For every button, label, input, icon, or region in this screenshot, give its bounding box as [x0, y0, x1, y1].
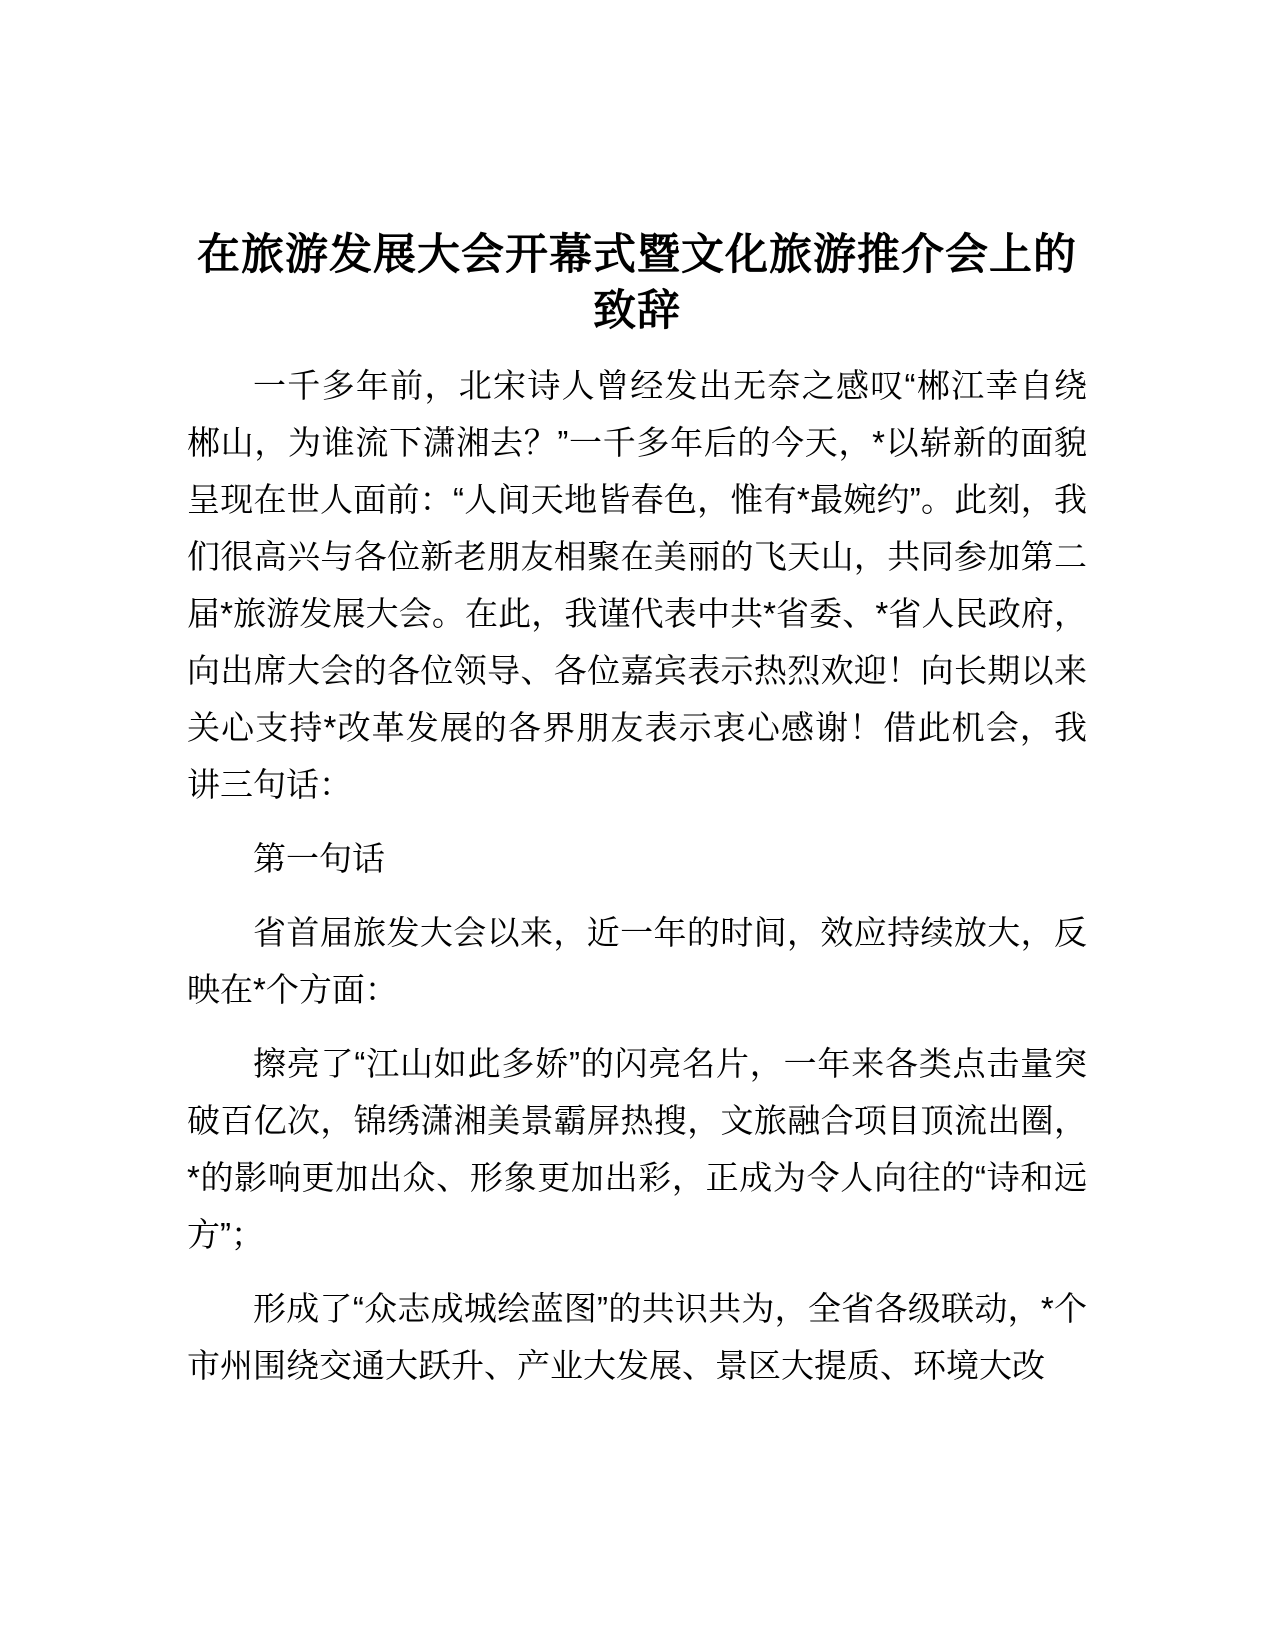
document-title — [187, 227, 1087, 339]
document-title-line-2: 致辞 — [593, 287, 681, 335]
paragraph-section-heading-first: 第一句话 — [253, 840, 385, 877]
document-title-line-1: 在旅游发展大会开幕式暨文化旅游推介会上的 — [197, 231, 1077, 279]
paragraph-aspect-consensus: 形成了“众志成城绘蓝图”的共识共为，全省各级联动，*个市州围绕交通大跃升、产业大发展、景区大提质、环境大改 — [187, 1290, 1087, 1384]
paragraph-overview: 省首届旅发大会以来，近一年的时间，效应持续放大，反映在*个方面： — [187, 914, 1087, 1008]
paragraph-opening: 一千多年前，北宋诗人曾经发出无奈之感叹“郴江幸自绕郴山，为谁流下潇湘去？”一千多年后的今天，*以崭新的面貌呈现在世人面前：“人间天地皆春色，惟有*最婉约”。此刻，我们很高兴与各位新老朋友相聚在美丽的飞天山，共同参加第二届*旅游发展大会。在此，我谨代表中共*省委、*省人民政府，向出席大会的各位领导、各位嘉宾表示热烈欢迎！向长期以来关心支持*改革发展的各界朋友表示衷心感谢！借此机会，我讲三句话： — [187, 367, 1087, 803]
paragraph-aspect-brand: 擦亮了“江山如此多娇”的闪亮名片，一年来各类点击量突破百亿次，锦绣潇湘美景霸屏热搜，文旅融合项目顶流出圈，*的影响更加出众、形象更加出彩，正成为令人向往的“诗和远方”； — [187, 1045, 1087, 1253]
